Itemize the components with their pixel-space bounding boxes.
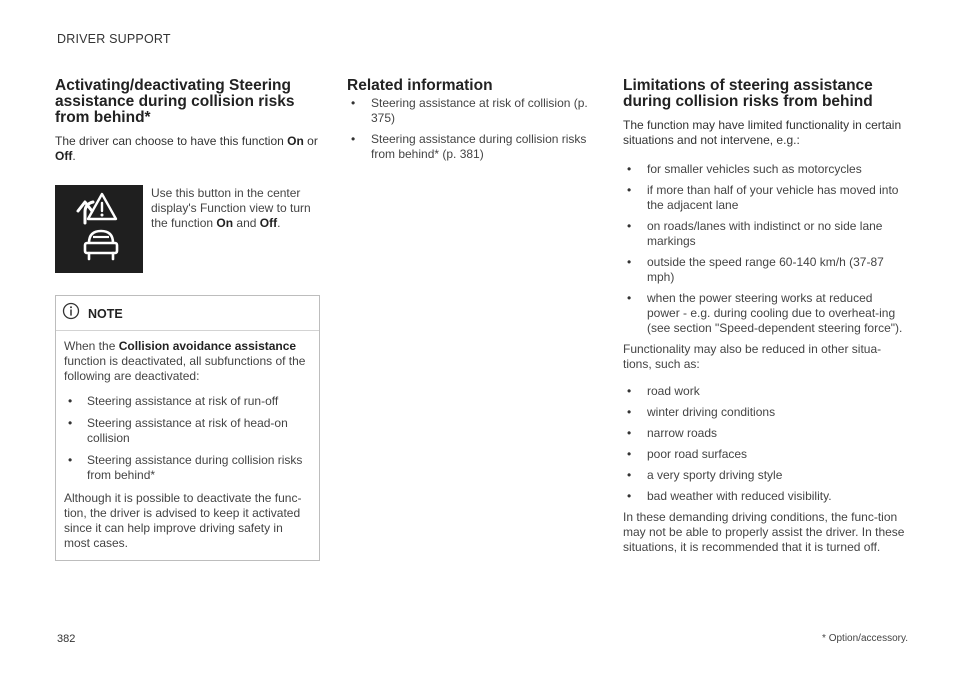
list-item: • when the power steering works at reduced power - e.g. during cooling due to overheat-ing (see section "Speed-dependent steering force"). (627, 291, 903, 335)
list-item: • Steering assistance during collision risks from behind* (68, 453, 303, 482)
page-number: 382 (57, 633, 76, 645)
list-item: • bad weather with reduced visibility. (627, 489, 832, 503)
footnote: * Option/accessory. (822, 633, 908, 644)
limitations-mid: Functionality may also be reduced in other situa-tions, such as: (623, 342, 882, 371)
related-link[interactable]: • Steering assistance during collision risks from behind* (p. 381) (351, 132, 587, 161)
related-heading: Related information (347, 77, 493, 94)
bullet-marker: • (627, 219, 632, 233)
limitations-intro: The function may have limited functionality in certain situations and not intervene, e.g.: (623, 118, 902, 147)
column-activation (55, 78, 320, 561)
bullet-marker: • (68, 394, 73, 408)
activation-heading: Activating/deactivating Steering assistance during collision risks from behind* (55, 77, 295, 126)
bullet-marker: • (627, 489, 632, 503)
steering-assist-warning-icon (55, 185, 143, 273)
column-related (347, 78, 597, 168)
note-box (55, 295, 320, 561)
limitations-conclusion: In these demanding driving conditions, the func-tion may not be able to properly assist the driver. In these situations, it is recommended that it is turned off. (623, 510, 905, 554)
list-item: • narrow roads (627, 426, 718, 440)
list-item: • for smaller vehicles such as motorcycles (627, 162, 862, 176)
list-item: • road work (627, 384, 700, 398)
bullet-marker: • (627, 426, 632, 440)
bullet-marker: • (627, 255, 632, 269)
activation-intro: The driver can choose to have this function On or Off. (55, 134, 318, 163)
list-item: • Steering assistance at risk of run-off (68, 394, 279, 408)
list-item: • Steering assistance at risk of head-on collision (68, 416, 288, 445)
related-list (347, 96, 597, 162)
note-list (64, 394, 311, 483)
list-item: • a very sporty driving style (627, 468, 783, 482)
limitations-list (623, 162, 908, 336)
bullet-marker: • (68, 416, 73, 430)
list-item: • poor road surfaces (627, 447, 748, 461)
list-item: • outside the speed range 60-140 km/h (37-87 mph) (627, 255, 884, 284)
note-footer: Although it is possible to deactivate the func-tion, the driver is advised to keep it activated since it can help improve driving safety in most cases. (64, 491, 302, 550)
related-link[interactable]: • Steering assistance at risk of collision (p. 375) (351, 96, 588, 125)
info-circle-icon (62, 302, 80, 325)
note-title: NOTE (88, 306, 123, 321)
bullet-marker: • (627, 291, 632, 305)
section-header: DRIVER SUPPORT (57, 32, 171, 46)
list-item: • on roads/lanes with indistinct or no side lane markings (627, 219, 883, 248)
list-item: • if more than half of your vehicle has moved into the adjacent lane (627, 183, 899, 212)
list-item: • winter driving conditions (627, 405, 776, 419)
bullet-marker: • (627, 384, 632, 398)
bullet-marker: • (68, 453, 73, 467)
conditions-list (623, 384, 908, 504)
bullet-marker: • (351, 96, 356, 110)
note-header (56, 302, 319, 331)
bullet-marker: • (627, 162, 632, 176)
limitations-heading: Limitations of steering assistance during collision risks from behind (623, 77, 873, 110)
bullet-marker: • (351, 132, 356, 146)
bullet-marker: • (627, 405, 632, 419)
column-limitations (623, 78, 908, 555)
function-button-row (55, 185, 320, 273)
bullet-marker: • (627, 468, 632, 482)
function-button-description: Use this button in the center display's Function view to turn the function On and Off. (151, 186, 311, 230)
bullet-marker: • (627, 183, 632, 197)
bullet-marker: • (627, 447, 632, 461)
note-body: When the Collision avoidance assistance function is deactivated, all subfunctions of the following are deactivated: (64, 339, 306, 383)
